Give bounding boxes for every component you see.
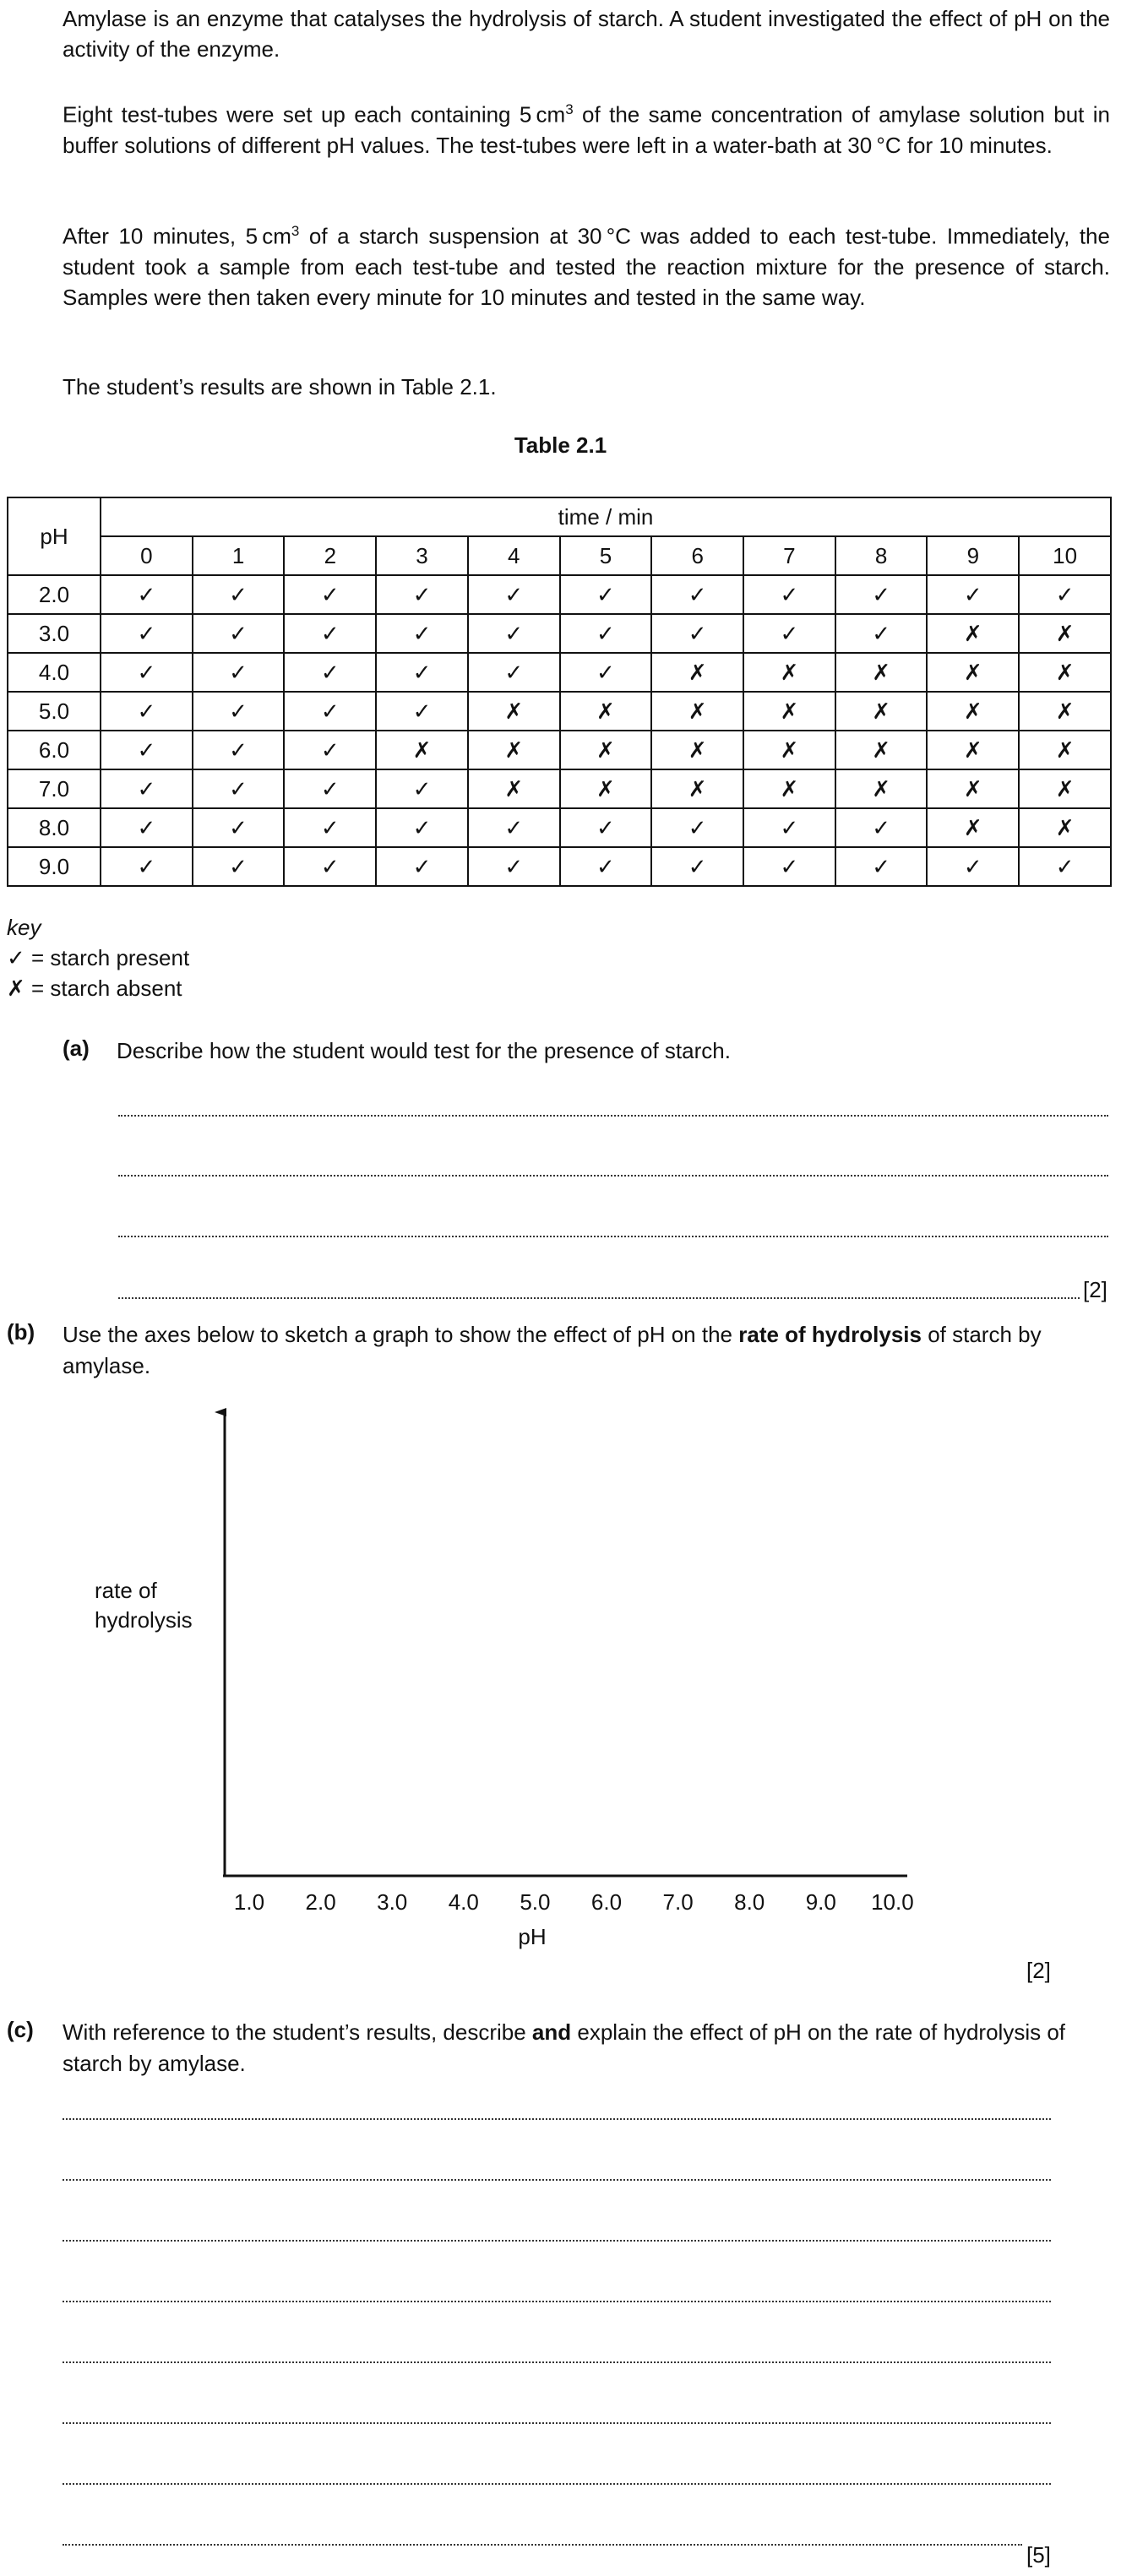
- result-cell: ✓: [560, 808, 652, 847]
- result-cell: ✗: [743, 692, 835, 731]
- result-cell: ✓: [651, 575, 743, 614]
- time-column-header: time / min: [101, 497, 1111, 536]
- result-cell: ✓: [651, 847, 743, 886]
- result-cell: ✓: [468, 614, 560, 653]
- result-cell: ✗: [927, 653, 1019, 692]
- result-cell: ✓: [835, 847, 928, 886]
- ph-cell: 6.0: [8, 731, 101, 769]
- y-axis-label: rate of: [95, 1578, 157, 1603]
- result-cell: ✗: [1019, 731, 1111, 769]
- intro-paragraph-3: After 10 minutes, 5 $cm^3$ of a starch suspension at 30 °C was added to each test-tube. Immediately, the student took a sample from each test-tube and tested the reaction mixture for the presence of starch. Samples were then taken every minute for 10 minutes and tested in the same way.: [63, 223, 1110, 310]
- result-cell: ✓: [651, 808, 743, 847]
- result-cell: ✗: [1019, 769, 1111, 808]
- result-cell: ✓: [101, 575, 193, 614]
- answer-line[interactable]: [63, 2118, 1051, 2120]
- part-a-question: Describe how the student would test for the presence of starch.: [117, 1038, 731, 1063]
- time-header-cell: 7: [743, 536, 835, 575]
- result-cell: ✗: [927, 808, 1019, 847]
- result-cell: ✗: [651, 769, 743, 808]
- result-cell: ✗: [468, 731, 560, 769]
- result-cell: ✓: [284, 808, 376, 847]
- result-cell: ✗: [1019, 808, 1111, 847]
- x-tick-label: 3.0: [377, 1889, 408, 1915]
- x-axis-label: pH: [518, 1924, 547, 1949]
- result-cell: ✓: [193, 653, 285, 692]
- result-cell: ✓: [101, 808, 193, 847]
- result-cell: ✓: [560, 653, 652, 692]
- result-cell: ✗: [743, 731, 835, 769]
- key-starch-absent: ✗ = starch absent: [7, 976, 182, 1001]
- result-cell: ✓: [376, 692, 468, 731]
- result-cell: ✓: [560, 847, 652, 886]
- answer-line[interactable]: [63, 2179, 1051, 2181]
- answer-line[interactable]: [63, 2240, 1051, 2242]
- part-a-label: (a): [63, 1035, 90, 1061]
- time-header-cell: 5: [560, 536, 652, 575]
- x-tick-label: 4.0: [448, 1889, 479, 1915]
- result-cell: ✓: [743, 614, 835, 653]
- part-a-marks: [2]: [1083, 1277, 1107, 1302]
- x-tick-labels: [234, 1889, 914, 1915]
- result-cell: ✓: [835, 575, 928, 614]
- x-tick-label: 7.0: [662, 1889, 694, 1915]
- result-cell: ✓: [284, 769, 376, 808]
- time-header-cell: 1: [193, 536, 285, 575]
- result-cell: ✗: [468, 692, 560, 731]
- intro-paragraph-2: Eight test-tubes were set up each containing 5 $cm^3$ of the same concentration of amylase solution but in buffer solutions of different pH values. The test-tubes were left in a water-bath at 30 °C for 10 minutes.: [63, 101, 1111, 158]
- time-header-cell: 9: [927, 536, 1019, 575]
- result-cell: ✓: [560, 575, 652, 614]
- result-cell: ✓: [376, 847, 468, 886]
- ph-cell: 8.0: [8, 808, 101, 847]
- x-tick-label: 1.0: [233, 1889, 265, 1915]
- result-cell: ✗: [927, 769, 1019, 808]
- answer-line[interactable]: [63, 2422, 1051, 2424]
- result-cell: ✗: [743, 653, 835, 692]
- result-cell: ✓: [284, 731, 376, 769]
- ph-cell: 2.0: [8, 575, 101, 614]
- result-cell: ✓: [193, 808, 285, 847]
- result-cell: ✗: [651, 731, 743, 769]
- result-cell: ✓: [101, 692, 193, 731]
- result-cell: ✗: [835, 692, 928, 731]
- time-header-cell: 8: [835, 536, 928, 575]
- result-cell: ✓: [284, 653, 376, 692]
- result-cell: ✓: [101, 731, 193, 769]
- x-tick-label: 2.0: [305, 1889, 336, 1915]
- y-axis-label: hydrolysis: [95, 1607, 193, 1633]
- time-header-cell: 6: [651, 536, 743, 575]
- result-cell: ✓: [101, 769, 193, 808]
- result-cell: ✓: [101, 653, 193, 692]
- part-c-marks: [5]: [1026, 2542, 1051, 2568]
- key-title: key: [7, 915, 41, 940]
- result-cell: ✗: [560, 731, 652, 769]
- ph-cell: 7.0: [8, 769, 101, 808]
- result-cell: ✓: [193, 847, 285, 886]
- result-cell: ✓: [743, 847, 835, 886]
- result-cell: ✓: [376, 808, 468, 847]
- result-cell: ✓: [376, 653, 468, 692]
- result-cell: ✓: [193, 614, 285, 653]
- result-cell: ✗: [927, 692, 1019, 731]
- superscript-3: 3: [565, 101, 574, 117]
- part-b-marks: [2]: [1026, 1958, 1051, 1983]
- result-cell: ✓: [835, 614, 928, 653]
- result-cell: ✗: [835, 769, 928, 808]
- result-cell: ✓: [284, 847, 376, 886]
- result-cell: ✓: [1019, 575, 1111, 614]
- result-cell: ✓: [193, 731, 285, 769]
- intro-paragraph-1: Amylase is an enzyme that catalyses the hydrolysis of starch. A student investigated the effect of pH on the activity of the enzyme.: [63, 6, 1110, 62]
- result-cell: ✓: [193, 692, 285, 731]
- part-c-label: (c): [7, 2017, 34, 2042]
- x-tick-label: 8.0: [734, 1889, 765, 1915]
- answer-line[interactable]: [63, 2301, 1051, 2302]
- ph-column-header: pH: [8, 497, 101, 575]
- result-cell: ✓: [1019, 847, 1111, 886]
- part-c-question: With reference to the student’s results, describe and explain the effect of pH on the rate of hydrolysis of starch by amylase.: [63, 2019, 1066, 2076]
- result-cell: ✓: [193, 769, 285, 808]
- part-b-label: (b): [7, 1319, 35, 1345]
- result-cell: ✓: [468, 653, 560, 692]
- result-cell: ✓: [101, 614, 193, 653]
- part-b-question: Use the axes below to sketch a graph to show the effect of pH on the rate of hydrolysis of starch by amylase.: [63, 1322, 1042, 1378]
- key-starch-present: ✓ = starch present: [7, 945, 190, 970]
- time-header-cell: 10: [1019, 536, 1111, 575]
- ph-cell: 5.0: [8, 692, 101, 731]
- result-cell: ✗: [1019, 653, 1111, 692]
- result-cell: ✗: [376, 731, 468, 769]
- result-cell: ✓: [560, 614, 652, 653]
- result-cell: ✗: [1019, 614, 1111, 653]
- result-cell: ✓: [743, 575, 835, 614]
- time-header-cell: 3: [376, 536, 468, 575]
- result-cell: ✓: [468, 847, 560, 886]
- result-cell: ✓: [927, 847, 1019, 886]
- result-cell: ✗: [560, 769, 652, 808]
- superscript-3: 3: [291, 223, 300, 239]
- answer-line[interactable]: [63, 2361, 1051, 2363]
- result-cell: ✓: [651, 614, 743, 653]
- result-cell: ✗: [1019, 692, 1111, 731]
- result-cell: ✓: [376, 769, 468, 808]
- ph-cell: 9.0: [8, 847, 101, 886]
- result-cell: ✓: [743, 808, 835, 847]
- result-cell: ✗: [743, 769, 835, 808]
- answer-line[interactable]: [63, 2544, 1022, 2546]
- result-cell: ✗: [927, 614, 1019, 653]
- result-cell: ✓: [193, 575, 285, 614]
- answer-line[interactable]: [63, 2483, 1051, 2485]
- ph-cell: 3.0: [8, 614, 101, 653]
- result-cell: ✗: [560, 692, 652, 731]
- result-cell: ✓: [376, 614, 468, 653]
- result-cell: ✓: [376, 575, 468, 614]
- table-caption: Table 2.1: [514, 432, 607, 458]
- result-cell: ✓: [284, 692, 376, 731]
- result-cell: ✗: [468, 769, 560, 808]
- ph-cell: 4.0: [8, 653, 101, 692]
- result-cell: ✗: [651, 653, 743, 692]
- intro-paragraph-4: The student’s results are shown in Table 2.1.: [63, 374, 497, 399]
- x-tick-label: 9.0: [805, 1889, 836, 1915]
- result-cell: ✓: [835, 808, 928, 847]
- result-cell: ✓: [284, 575, 376, 614]
- result-cell: ✓: [468, 808, 560, 847]
- result-cell: ✓: [101, 847, 193, 886]
- result-cell: ✓: [927, 575, 1019, 614]
- time-header-cell: 2: [284, 536, 376, 575]
- result-cell: ✓: [468, 575, 560, 614]
- result-cell: ✗: [835, 731, 928, 769]
- x-tick-label: 6.0: [590, 1889, 623, 1915]
- x-tick-label: 5.0: [520, 1889, 551, 1915]
- result-cell: ✗: [835, 653, 928, 692]
- x-tick-label: 10.0: [871, 1889, 914, 1915]
- result-cell: ✗: [927, 731, 1019, 769]
- result-cell: ✓: [284, 614, 376, 653]
- time-header-cell: 0: [101, 536, 193, 575]
- time-header-cell: 4: [468, 536, 560, 575]
- result-cell: ✗: [651, 692, 743, 731]
